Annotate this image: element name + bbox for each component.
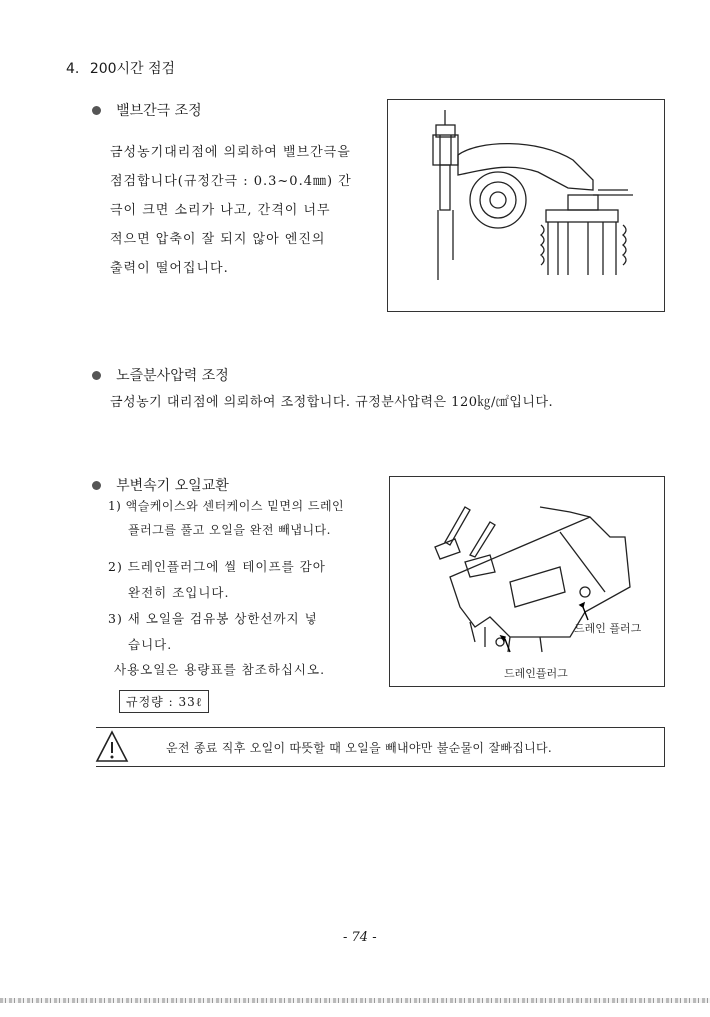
valve-line: 극이 크면 소리가 나고, 간격이 너무 (110, 203, 331, 218)
oil-step-line: 습니다. (128, 637, 173, 652)
valve-line: 금성농기대리점에 의뢰하여 밸브간극을 (110, 145, 351, 160)
nozzle-text: 금성농기 대리점에 의뢰하여 조정합니다. 규정분사압력은 120㎏/㎠입니다. (110, 395, 554, 410)
bullet-icon (92, 481, 101, 490)
drain-plug-label-1: 드레인 플러그 (574, 622, 642, 635)
oil-spec-box (119, 690, 209, 713)
page-number: - 74 - (343, 930, 377, 945)
bullet-icon (92, 371, 101, 380)
oil-heading: 부변속기 오일교환 (116, 478, 229, 494)
valve-heading-row (92, 100, 202, 120)
nozzle-heading: 노즐분사압력 조정 (116, 368, 229, 384)
valve-line: 점검합니다(규정간극 : 0.3~0.4㎜) 간 (110, 174, 352, 189)
section-title-text: 200시간 점검 (89, 61, 176, 77)
valve-paragraph (110, 138, 380, 283)
scan-edge (0, 998, 710, 1003)
oil-spec-text: 규정량 : 33ℓ (126, 695, 203, 709)
transmission-drawing (390, 477, 664, 686)
warning-triangle-icon (95, 730, 129, 764)
oil-step-2 (108, 554, 378, 606)
valve-line: 적으면 압축이 잘 되지 않아 엔진의 (110, 232, 326, 247)
valve-line: 출력이 떨어집니다. (110, 261, 229, 276)
oil-step-1 (108, 494, 378, 542)
oil-step-line: 2) 드레인플러그에 씰 테이프를 감아 (108, 559, 326, 574)
oil-heading-row (92, 475, 229, 495)
oil-step-3 (108, 606, 378, 658)
drain-plug-label-2: 드레인플러그 (504, 667, 568, 680)
oil-step-line: 플러그를 풀고 오일을 완전 빼냅니다. (128, 523, 331, 537)
oil-step-line: 완전히 조입니다. (128, 585, 230, 600)
valve-heading: 밸브간극 조정 (116, 103, 202, 119)
warning-text: 운전 종료 직후 오일이 따뜻할 때 오일을 빼내야만 불순물이 잘빠집니다. (166, 741, 553, 755)
warning-box (96, 727, 665, 767)
valve-rocker-drawing (388, 100, 664, 311)
nozzle-heading-row (92, 365, 229, 385)
valve-rocker-figure (387, 99, 665, 312)
oil-step-line: 1) 액슬케이스와 센터케이스 밑면의 드레인 (108, 499, 345, 513)
section-title (66, 58, 175, 78)
drain-plug-figure (389, 476, 665, 687)
section-number: 4. (66, 61, 80, 77)
oil-note: 사용오일은 용량표를 참조하십시오. (114, 662, 326, 677)
bullet-icon (92, 106, 101, 115)
oil-step-line: 3) 새 오일을 검유봉 상한선까지 넣 (108, 611, 318, 626)
